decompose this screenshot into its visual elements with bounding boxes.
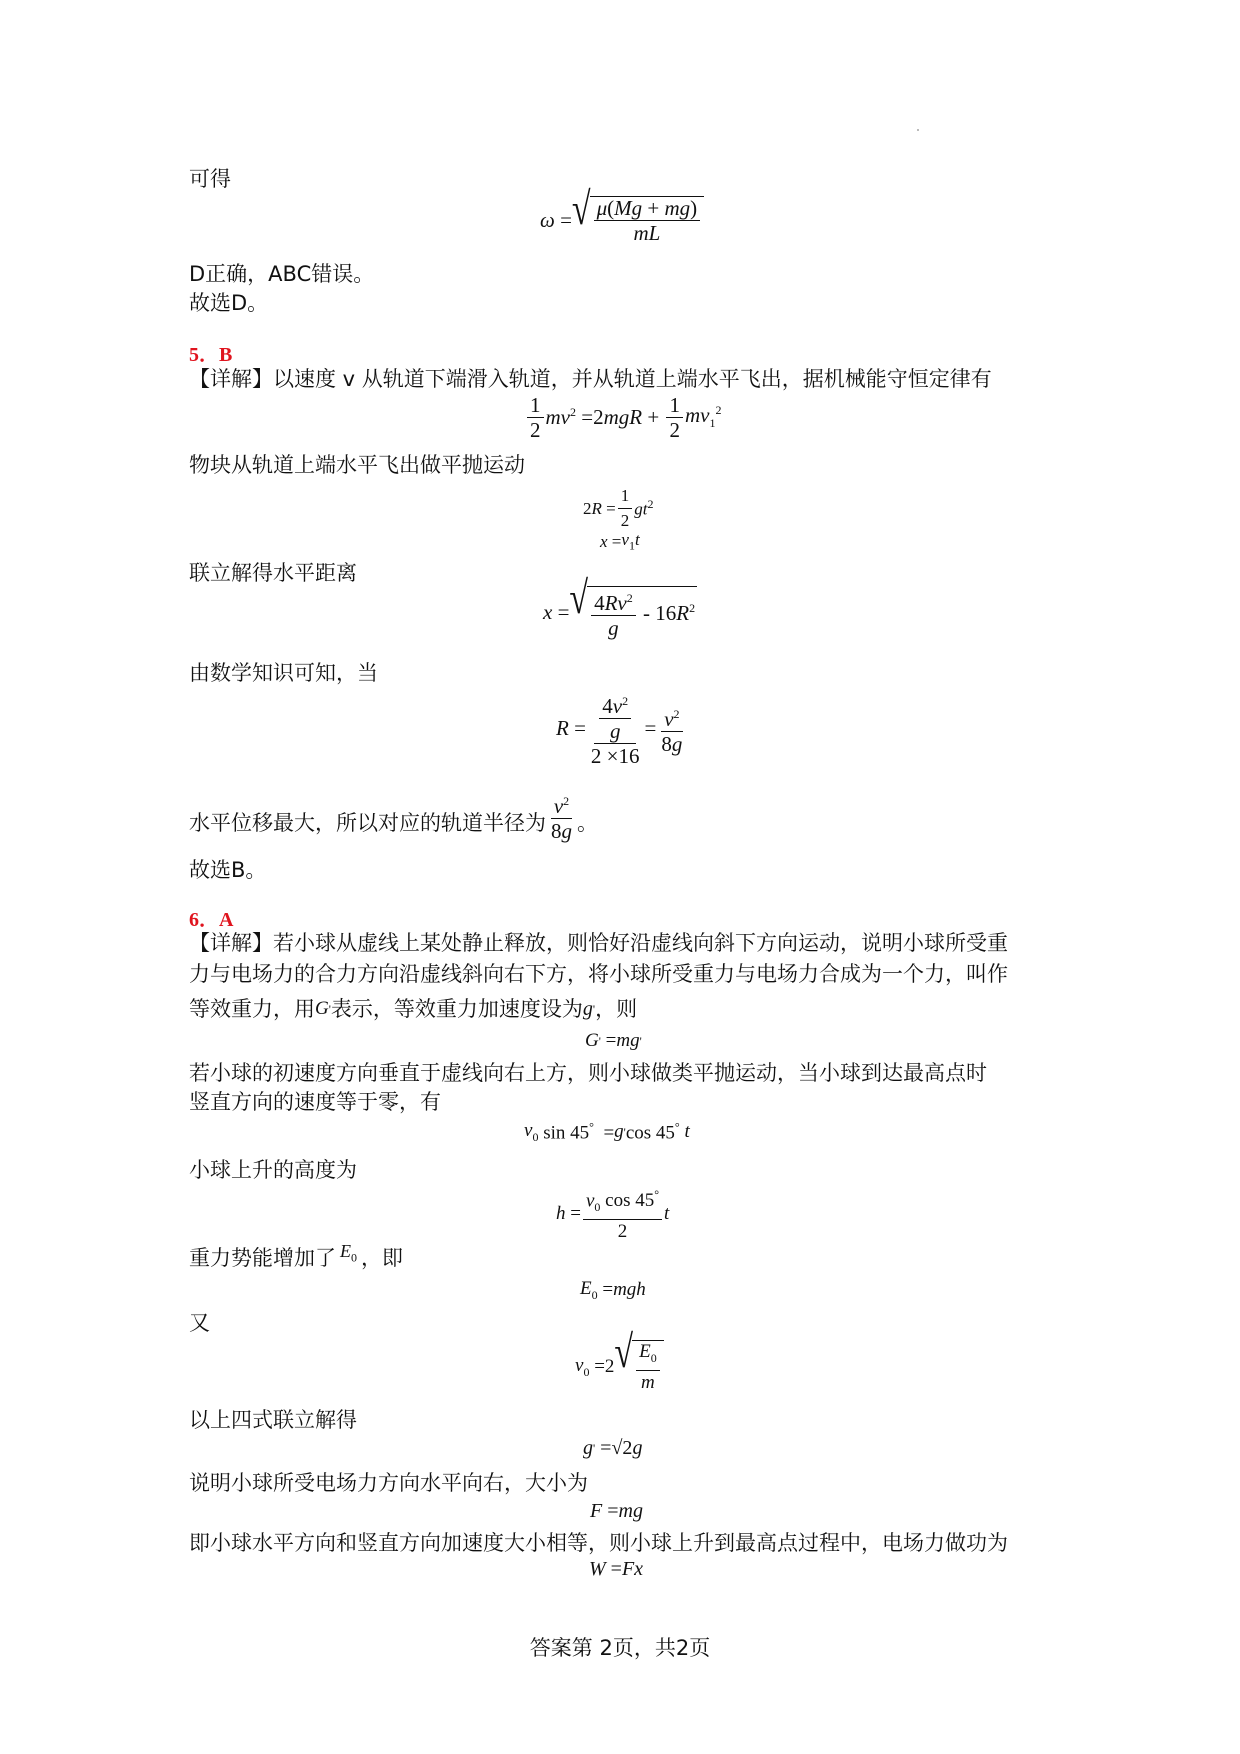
text-5-distance: 联立解得水平距离	[189, 561, 357, 585]
text-6-line4: 若小球的初速度方向垂直于虚线向右上方，则小球做类平抛运动，当小球到达最高点时	[189, 1061, 987, 1085]
text-d-correct: D正确，ABC错误。	[189, 262, 375, 286]
equation-x-sqrt: x = √ $\frac{4Rv^2}{g}$ - 16 $R^2$	[543, 574, 696, 640]
equation-r: R = $\frac{\frac{4v^2}{g}}{2 \times 16}$ = $\frac{v^2}{8g}$	[556, 690, 687, 767]
text-6-line3-c: ，则	[595, 997, 638, 1021]
page-footer: 答案第 2页，共2页	[529, 1636, 711, 1660]
equation-h: h = $\frac{v_0 \cos 45^\circ}{2}$ t	[556, 1184, 669, 1243]
text-6-line1: 【详解】若小球从虚线上某处静止释放，则恰好沿虚线向斜下方向运动，说明小球所受重	[189, 931, 1008, 955]
fraction-v2-8g: $\frac{v^2}{8g}$	[546, 790, 577, 842]
symbol-g-prime: g '	[582, 998, 596, 1020]
equation-v0-sin: $v_0$ sin 45° = g ' cos 45° t	[524, 1120, 690, 1144]
question-6-heading: 6．A	[189, 909, 234, 931]
text-6-line5: 竖直方向的速度等于零，有	[189, 1090, 441, 1114]
text-5-result-a: 水平位移最大，所以对应的轨道半径为	[189, 811, 546, 835]
text-6-line3	[189, 996, 637, 1022]
equation-f-mg: F = mg	[590, 1500, 643, 1522]
text-kede: 可得	[189, 167, 231, 191]
text-6-line3-a: 等效重力，用	[189, 997, 315, 1021]
text-5-result	[189, 794, 598, 843]
text-6-line8: 以上四式联立解得	[189, 1408, 357, 1432]
text-6-line3-b: 表示，等效重力加速度设为	[330, 997, 583, 1021]
text-you: 又	[189, 1311, 210, 1335]
text-6-line9: 说明小球所受电场力方向水平向右，大小为	[189, 1471, 588, 1495]
text-6-line7	[189, 1240, 403, 1271]
text-5-projectile: 物块从轨道上端水平飞出做平抛运动	[189, 453, 525, 477]
equation-w-fx: W = Fx	[589, 1558, 644, 1580]
equation-g-mg: G ' = mg '	[585, 1030, 642, 1051]
equation-v0-sqrt: $v_0$ =2 √ $\frac{E_0}{m}$	[575, 1340, 664, 1394]
equation-g-sqrt2: g ' =√2 g	[583, 1437, 643, 1459]
equation-energy: $\frac{1}{2}$ $mv^2$ =2 mgR + $\frac{1}{2}$ $mv_1^2$	[525, 394, 721, 441]
text-choose-b: 故选B。	[189, 858, 267, 882]
equation-omega: ω = √ $\frac{\mu(Mg + mg)}{mL}$	[540, 196, 704, 244]
scan-dot	[917, 129, 919, 131]
equation-2r: 2 R = $\frac{1}{2}$ $gt^2$	[583, 486, 654, 530]
text-6-line6: 小球上升的高度为	[189, 1158, 357, 1182]
text-5-math: 由数学知识可知，当	[189, 661, 378, 685]
text-5-detail: 【详解】以速度 v 从轨道下端滑入轨道，并从轨道上端水平飞出，据机械能守恒定律有	[189, 367, 992, 391]
equation-x-vt: x = $v_1t$	[600, 530, 640, 553]
text-choose-d: 故选D。	[189, 291, 269, 315]
symbol-g-prime-cap: G '	[315, 998, 331, 1019]
text-5-result-b: 。	[577, 811, 598, 835]
text-6-line2: 力与电场力的合力方向沿虚线斜向右下方，将小球所受重力与电场力合成为一个力，叫作	[189, 962, 1008, 986]
equation-e0-mgh: $E_0$ = mgh	[580, 1278, 646, 1302]
symbol-e0: $E_0$	[340, 1240, 357, 1265]
text-6-line7-a: 重力势能增加了	[189, 1246, 336, 1270]
text-6-line7-b: ，即	[361, 1246, 403, 1270]
question-5-heading: 5．B	[189, 344, 233, 366]
text-6-line10: 即小球水平方向和竖直方向加速度大小相等，则小球上升到最高点过程中，电场力做功为	[189, 1531, 1008, 1555]
